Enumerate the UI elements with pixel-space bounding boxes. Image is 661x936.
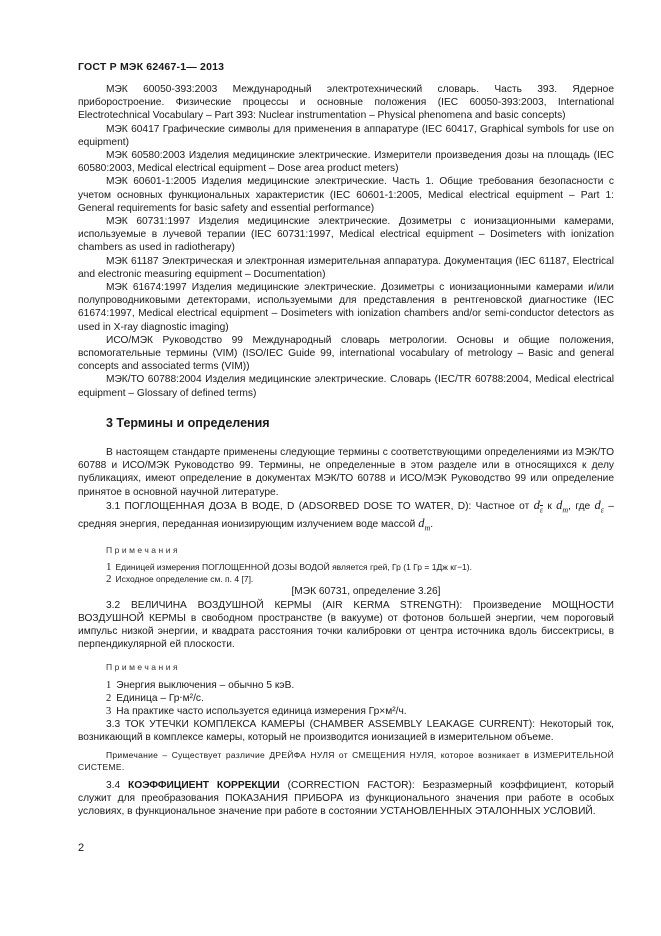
term-3-1-where: где: [575, 500, 591, 512]
term-3-1: 3.1 ПОГЛОЩЕННАЯ ДОЗА В ВОДЕ, D (ADSORBED DOSE TO WATER, D): Частное от $d_{\overline{\varepsilon}}$ к $d_m$, где $d_\varepsilon$ – средняя энергия, переданная ионизирующим излучением воде массой $d_m$.: [78, 497, 614, 533]
section-body: [78, 446, 614, 818]
reference-item: МЭК 60731:1997 Изделия медицинские электрические. Дозиметры с ионизационными камерами, используемые в лучевой терапии (IEC 60731:1997, Medical electrical equipment – Dosimeters with ionization chambers as used in radiotherapy): [78, 216, 614, 254]
term-3-4: 3.4 КОЭФФИЦИЕНТ КОРРЕКЦИИ (CORRECTION FACTOR): Безразмерный коэффициент, который служит для преобразования ПОКАЗАНИЯ ПРИБОРА из функционального значения при работе в особых условиях, в функциональное значение при работе в состоянии УСТАНОВЛЕННЫХ ЭТАЛОННЫХ УСЛОВИЙ.: [78, 779, 614, 818]
note-item: 1 Энергия выключения – обычно 5 кэВ.: [106, 679, 295, 691]
term-3-1-where-text: – средняя энергия, переданная ионизирующим излучением воде массой: [78, 500, 614, 530]
formula-d-epsilon: $d_{\overline{\varepsilon}}$: [533, 497, 543, 515]
note-item: 3 На практике часто используется единица измерения Гр×м²/ч.: [106, 706, 407, 718]
reference-item: МЭК 60601-1:2005 Изделия медицинские электрические. Часть 1. Общие требования безопасности с учетом основных функциональных характеристик (IEC 60601-1:2005, Medical electrical equipment – Part 1: General requirements for basic safety and essential performance): [78, 176, 614, 214]
page-number: 2: [78, 842, 85, 854]
term-3-3: 3.3 ТОК УТЕЧКИ КОМПЛЕКСА КАМЕРЫ (CHAMBER ASSEMBLY LEAKAGE CURRENT): Некоторый ток, возникающий в комплексе камеры, который не производится ионизацией в измерительном объеме.: [78, 719, 614, 744]
reference-item: МЭК 61674:1997 Изделия медицинские электрические. Дозиметры с ионизационными камерами и/или полупроводниковыми детекторами, используемыми для представления в рентгеновской диагностике (IEC 61674:1997, Medical electrical equipment – Dosimeters with ionization chambers and/or semi-conductor detectors as used in X-ray diagnostic imaging): [78, 282, 614, 333]
section-intro: В настоящем стандарте применены следующие термины с соответствующими определениями из МЭК/ТО 60788 и ИСО/МЭК Руководство 99. Термины, не определенные в этом разделе или в относящихся к делу публикациях, имеют определение в документах МЭК/ТО 60788 и ИСО/МЭК Руководство 99 или определение принятое в основной научной литературе.: [78, 447, 614, 498]
reference-item: МЭК 61187 Электрическая и электронная измерительная аппаратура. Документация (IEC 61187, Electrical and electronic measuring equipment – Documentation): [78, 255, 614, 280]
reference-item: МЭК/ТО 60788:2004 Изделия медицинские электрические. Словарь (IEC/TR 60788:2004, Medical electrical equipment – Glossary of defined terms): [78, 374, 614, 399]
term-3-2: 3.2 ВЕЛИЧИНА ВОЗДУШНОЙ КЕРМЫ (AIR KERMA STRENGTH): Произведение МОЩНОСТИ ВОЗДУШНОЙ КЕРМЫ в свободном пространстве (в вакууме) от фотонов большей энергии, чем пороговый импульс низкой энергии, и квадрата расстояния точки калибровки от центра источника вдоль биссектрисы, в перпендикулярной ей плоскости.: [78, 599, 614, 651]
note-item: 2 Исходное определение см. п. 4 [7].: [106, 573, 254, 586]
reference-item: МЭК 60050-393:2003 Международный электротехнический словарь. Часть 393. Ядерное приборостроение. Физические процессы и основные положения (IEC 60050-393:2003, International Electrotechnical Vocabulary – Part 393: Nuclear instrumentation – Physical phenomena and basic concepts): [78, 84, 614, 122]
reference-item: ИСО/МЭК Руководство 99 Международный словарь метрологии. Основы и общие положения, вспомогательные термины (VIM) (ISO/IEC Guide 99, international vocabulary of metrology – Basic and general concepts and associated terms (VIM)): [78, 334, 614, 373]
formula-dm: $d_m$: [556, 497, 569, 515]
term-3-4-name: КОЭФФИЦИЕНТ КОРРЕКЦИИ: [128, 779, 280, 791]
note-item: 2 Единица – Гр⋅м²/с.: [106, 692, 204, 704]
term-3-1-k: к: [547, 500, 552, 512]
source-reference: [МЭК 60731, определение 3.26]: [291, 586, 441, 598]
notes-heading: Примечания: [106, 545, 181, 556]
term-3-1-lead: 3.1 ПОГЛОЩЕННАЯ ДОЗА В ВОДЕ, D (ADSORBED DOSE TO WATER, D): Частное от: [106, 500, 530, 512]
note-item: 1 Единицей измерения ПОГЛОЩЕННОЙ ДОЗЫ ВОДОЙ является грей, Гр (1 Гр = 1Дж кг−1).: [106, 561, 472, 574]
reference-item: МЭК 60580:2003 Изделия медицинские электрические. Измерители произведения дозы на площадь (IEC 60580:2003, Medical electrical equipment – Dose area product meters): [78, 150, 614, 175]
formula-d-epsilon-2: $d_\varepsilon$: [594, 497, 604, 515]
note-3-3: Примечание – Существует различие ДРЕЙФА НУЛЯ от СМЕЩЕНИЯ НУЛЯ, которое возникает в ИЗМЕРИТЕЛЬНОЙ СИСТЕМЕ.: [78, 749, 614, 772]
section-title: 3 Термины и определения: [106, 416, 270, 430]
normative-references: [78, 83, 614, 400]
reference-item: МЭК 60417 Графические символы для применения в аппаратуре (IEC 60417, Graphical symbols for use on equipment): [78, 123, 614, 148]
formula-dm-2: $d_m$: [418, 515, 431, 533]
notes-heading: Примечания: [106, 662, 181, 673]
standard-header: ГОСТ Р МЭК 62467-1— 2013: [78, 61, 225, 73]
